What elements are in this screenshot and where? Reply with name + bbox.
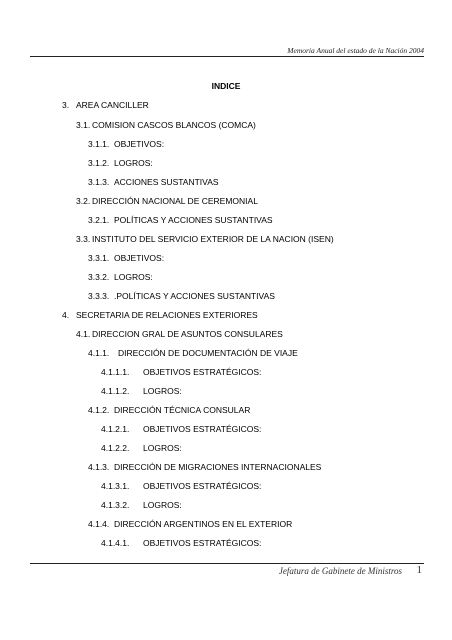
toc-text: COMISION CASCOS BLANCOS (COMCA) [92, 120, 256, 130]
toc-number: 4.1.1. [88, 348, 110, 358]
toc-entry [62, 100, 149, 110]
toc-entry [101, 481, 261, 491]
toc-number: 3.2. [76, 196, 91, 206]
toc-text: OBJETIVOS: [114, 253, 165, 263]
toc-number: 4.1.3. [88, 462, 110, 472]
toc-entry [88, 158, 153, 168]
toc-text: INSTITUTO DEL SERVICIO EXTERIOR DE LA NACION (ISEN) [92, 234, 334, 244]
toc-number: 4.1.4. [88, 519, 110, 529]
toc-number: 4.1.4.1. [101, 538, 130, 548]
toc-entry [101, 538, 261, 548]
toc-text: OBJETIVOS ESTRATÉGICOS: [143, 538, 262, 548]
toc-number: 3.1.1. [88, 139, 110, 149]
toc-entry [88, 253, 164, 263]
footer-text: Jefatura de Gabinete de Ministros [278, 566, 402, 576]
toc-entry [88, 348, 298, 358]
toc-number: 4.1.2.2. [101, 443, 130, 453]
toc-text: OBJETIVOS ESTRATÉGICOS: [143, 481, 262, 491]
toc-entry [62, 310, 258, 320]
toc-number: 4. [62, 310, 70, 320]
toc-text: DIRECCIÓN TÉCNICA CONSULAR [114, 405, 251, 415]
toc-entry [76, 196, 258, 206]
toc-entry [88, 462, 321, 472]
toc-number: 4.1. [76, 329, 91, 339]
toc-entry [76, 329, 283, 339]
toc-number: 3.1. [76, 120, 91, 130]
toc-text: OBJETIVOS ESTRATÉGICOS: [143, 424, 262, 434]
toc-text: LOGROS: [114, 272, 153, 282]
toc-number: 3.1.3. [88, 177, 110, 187]
toc-number: 3.1.2. [88, 158, 110, 168]
toc-text: LOGROS: [114, 158, 153, 168]
toc-entry [88, 177, 219, 187]
toc-entry [88, 405, 250, 415]
toc-text: DIRECCION GRAL DE ASUNTOS CONSULARES [92, 329, 283, 339]
index-title: INDICE [211, 81, 241, 91]
toc-number: 3. [62, 100, 70, 110]
toc-text: ACCIONES SUSTANTIVAS [114, 177, 219, 187]
toc-text: POLÍTICAS Y ACCIONES SUSTANTIVAS [114, 215, 273, 225]
toc-number: 4.1.2.1. [101, 424, 130, 434]
running-header: Memoria Anual del estado de la Nación 2004 [287, 46, 424, 55]
toc-number: 4.1.1.1. [101, 367, 130, 377]
toc-entry [101, 386, 182, 396]
toc-text: DIRECCIÓN NACIONAL DE CEREMONIAL [92, 196, 258, 206]
toc-entry [101, 443, 182, 453]
toc-number: 4.1.1.2. [101, 386, 130, 396]
toc-entry [76, 120, 256, 130]
toc-number: 4.1.3.2. [101, 500, 130, 510]
toc-entry [88, 139, 164, 149]
toc-number: 4.1.2. [88, 405, 110, 415]
toc-text: LOGROS: [143, 443, 182, 453]
page-number: 1 [416, 564, 422, 576]
toc-text: .POLÍTICAS Y ACCIONES SUSTANTIVAS [114, 291, 275, 301]
toc-number: 3.3.3. [88, 291, 110, 301]
toc-text: LOGROS: [143, 500, 182, 510]
toc-entry [88, 291, 275, 301]
toc-number: 3.3. [76, 234, 91, 244]
toc-text: AREA CANCILLER [76, 100, 149, 110]
toc-text: DIRECCIÓN DE DOCUMENTACIÓN DE VIAJE [118, 348, 298, 358]
footer-rule [30, 563, 424, 564]
toc-number: 3.3.1. [88, 253, 110, 263]
toc-text: OBJETIVOS: [114, 139, 165, 149]
toc-number: 3.3.2. [88, 272, 110, 282]
toc-entry [101, 367, 261, 377]
toc-number: 4.1.3.1. [101, 481, 130, 491]
toc-entry [88, 215, 273, 225]
toc-text: SECRETARIA DE RELACIONES EXTERIORES [76, 310, 258, 320]
toc-text: DIRECCIÓN ARGENTINOS EN EL EXTERIOR [114, 519, 293, 529]
toc-text: LOGROS: [143, 386, 182, 396]
toc-entry [101, 500, 182, 510]
toc-entry [88, 272, 153, 282]
toc-entry [88, 519, 292, 529]
toc-entry [101, 424, 261, 434]
toc-text: OBJETIVOS ESTRATÉGICOS: [143, 367, 262, 377]
toc-number: 3.2.1. [88, 215, 110, 225]
toc-entry [76, 234, 334, 244]
toc-text: DIRECCIÓN DE MIGRACIONES INTERNACIONALES [114, 462, 322, 472]
